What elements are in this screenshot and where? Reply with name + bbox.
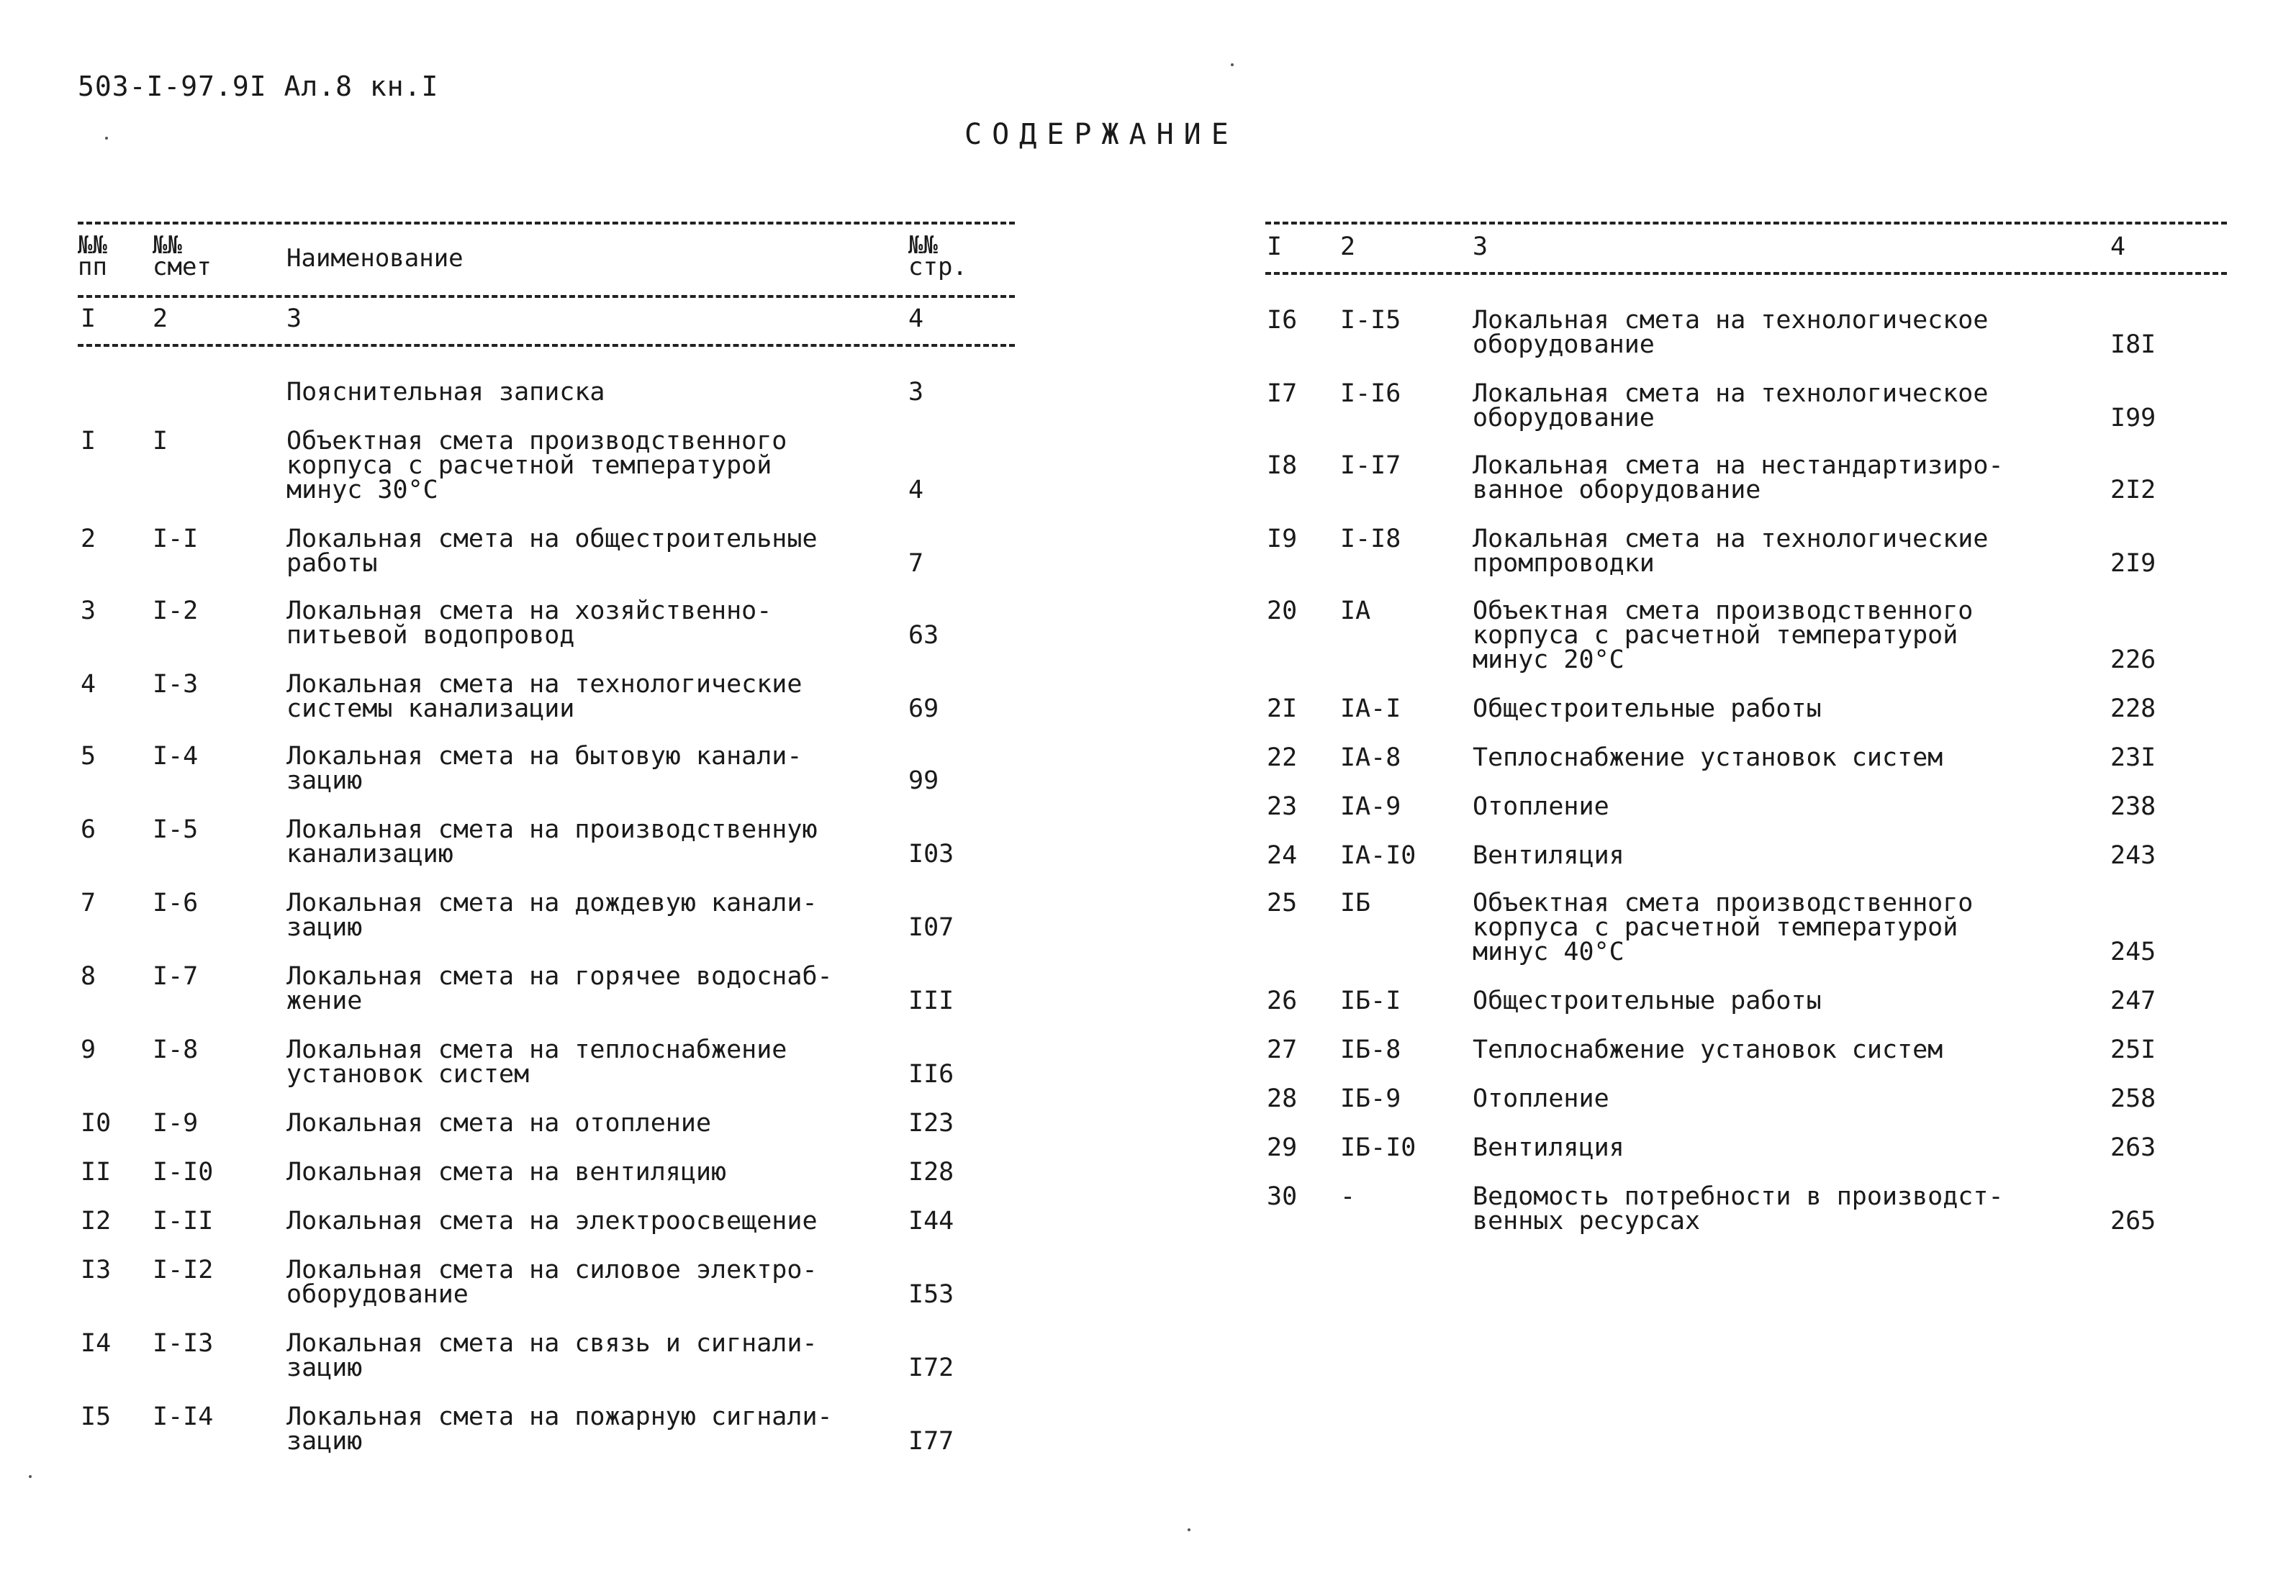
item-name-line: промпроводки	[1473, 549, 1655, 578]
item-name-line: работы	[286, 549, 378, 578]
item-name-line: Локальная смета на электроосвещение	[286, 1207, 818, 1235]
estimate-number: I-7	[153, 962, 199, 991]
item-name-line: оборудование	[1473, 330, 1655, 359]
item-name-line: Локальная смета на теплоснабжение	[286, 1035, 787, 1064]
item-number: 6	[81, 815, 96, 844]
table-rule	[1265, 222, 2227, 225]
page-number: 258	[2110, 1084, 2156, 1113]
item-name-line: зацию	[286, 1354, 363, 1382]
item-name-line: Пояснительная записка	[286, 378, 605, 407]
estimate-number: I-II	[153, 1207, 214, 1235]
page-number: I28	[908, 1158, 954, 1187]
header-col-item-no-line1: №№	[78, 231, 107, 260]
column-number-3: 3	[1473, 232, 1488, 261]
item-name-line: канализацию	[286, 840, 453, 869]
page-number: 23I	[2110, 743, 2156, 772]
item-name-line: Локальная смета на дождевую канали-	[286, 889, 818, 917]
item-name-line: Локальная смета на связь и сигнали-	[286, 1329, 818, 1358]
column-number-1: I	[81, 304, 96, 333]
item-name-line: корпуса с расчетной температурой	[1473, 913, 1958, 942]
page-number: I77	[908, 1427, 954, 1456]
estimate-number: IБ-I0	[1340, 1133, 1416, 1162]
table-rule	[78, 222, 1015, 225]
page-number: I23	[908, 1109, 954, 1138]
item-name-line: минус 40°С	[1473, 938, 1624, 966]
item-name-line: Вентиляция	[1473, 841, 1624, 870]
item-number: 28	[1267, 1084, 1298, 1113]
estimate-number: I-I6	[1340, 379, 1401, 408]
table-rule	[78, 295, 1015, 298]
item-number: I6	[1267, 306, 1298, 335]
estimate-number: I-6	[153, 889, 199, 917]
page-number: 63	[908, 621, 939, 650]
item-name-line: питьевой водопровод	[286, 621, 575, 650]
item-number: 25	[1267, 889, 1298, 917]
item-name-line: Отопление	[1473, 792, 1609, 821]
item-name-line: Локальная смета на силовое электро-	[286, 1256, 818, 1284]
item-name-line: Общестроительные работы	[1473, 694, 1822, 723]
item-number: I2	[81, 1207, 112, 1235]
item-name-line: зацию	[286, 766, 363, 795]
column-number-1: I	[1267, 232, 1283, 261]
item-name-line: Локальная смета на хозяйственно-	[286, 597, 772, 625]
item-name-line: Ведомость потребности в производст-	[1473, 1182, 2004, 1211]
estimate-number: IБ-8	[1340, 1035, 1401, 1064]
page-number: 226	[2110, 645, 2156, 674]
item-name-line: Локальная смета на технологические	[1473, 525, 1989, 553]
header-col-estimate-no-line2: смет	[153, 253, 212, 281]
estimate-number: IA-I	[1340, 694, 1401, 723]
item-name-line: оборудование	[1473, 404, 1655, 432]
estimate-number: I-3	[153, 670, 199, 699]
page-number: 238	[2110, 792, 2156, 821]
scan-speck	[29, 1475, 32, 1478]
item-number: 27	[1267, 1035, 1298, 1064]
item-name-line: Локальная смета на общестроительные	[286, 525, 818, 553]
page-number: I72	[908, 1354, 954, 1382]
header-col-name: Наименование	[286, 244, 464, 273]
estimate-number: I-I8	[1340, 525, 1401, 553]
page-title: СОДЕРЖАНИЕ	[964, 118, 1239, 151]
page-number: 2I2	[2110, 476, 2156, 504]
item-number: I0	[81, 1109, 112, 1138]
item-number: 2I	[1267, 694, 1298, 723]
page-number: 7	[908, 549, 924, 578]
page-number: 245	[2110, 938, 2156, 966]
column-number-3: 3	[286, 304, 302, 333]
estimate-number: I-I2	[153, 1256, 214, 1284]
estimate-number: I-I0	[153, 1158, 214, 1187]
estimate-number: I-I7	[1340, 451, 1401, 480]
item-name-line: Локальная смета на технологическое	[1473, 306, 1989, 335]
estimate-number: I-2	[153, 597, 199, 625]
column-number-4: 4	[2110, 232, 2126, 261]
item-name-line: жение	[286, 987, 363, 1015]
page-number: 263	[2110, 1133, 2156, 1162]
item-number: 5	[81, 742, 96, 771]
page-number: I03	[908, 840, 954, 869]
header-col-estimate-no	[153, 231, 212, 281]
estimate-number: I-I3	[153, 1329, 214, 1358]
item-number: 9	[81, 1035, 96, 1064]
item-name-line: Отопление	[1473, 1084, 1609, 1113]
estimate-number: IA-8	[1340, 743, 1401, 772]
item-name-line: Локальная смета на горячее водоснаб-	[286, 962, 833, 991]
item-name-line: Локальная смета на пожарную сигнали-	[286, 1402, 833, 1431]
item-name-line: венных ресурсах	[1473, 1207, 1701, 1235]
item-name-line: Локальная смета на нестандартизиро-	[1473, 451, 2004, 480]
item-name-line: Теплоснабжение установок систем	[1473, 743, 1943, 772]
header-col-page-line1: №№	[908, 231, 938, 260]
page-number: I99	[2110, 404, 2156, 432]
item-name-line: корпуса с расчетной температурой	[286, 451, 772, 480]
item-name-line: Локальная смета на отопление	[286, 1109, 712, 1138]
header-col-item-no-line2: пп	[78, 253, 107, 281]
item-number: I	[81, 427, 96, 455]
estimate-number: IA	[1340, 597, 1371, 625]
page-number: I44	[908, 1207, 954, 1235]
item-number: I9	[1267, 525, 1298, 553]
item-name-line: ванное оборудование	[1473, 476, 1761, 504]
column-number-4: 4	[908, 304, 924, 333]
estimate-number: I-5	[153, 815, 199, 844]
item-name-line: Локальная смета на технологические	[286, 670, 803, 699]
estimate-number: I-I5	[1340, 306, 1401, 335]
header-col-estimate-no-line1: №№	[153, 231, 182, 260]
item-name-line: Локальная смета на технологическое	[1473, 379, 1989, 408]
page-number: I8I	[2110, 330, 2156, 359]
header-col-page	[908, 231, 967, 281]
scan-speck	[1231, 63, 1234, 66]
table-rule	[78, 344, 1015, 347]
item-number: 29	[1267, 1133, 1298, 1162]
page-number: 25I	[2110, 1035, 2156, 1064]
column-number-2: 2	[1340, 232, 1356, 261]
item-number: I8	[1267, 451, 1298, 480]
item-name-line: зацию	[286, 1427, 363, 1456]
item-name-line: Вентиляция	[1473, 1133, 1624, 1162]
item-name-line: Теплоснабжение установок систем	[1473, 1035, 1943, 1064]
item-number: I3	[81, 1256, 112, 1284]
item-name-line: оборудование	[286, 1280, 469, 1309]
header-col-page-line2: стр.	[908, 253, 967, 281]
table-rule	[1265, 272, 2227, 275]
column-number-2: 2	[153, 304, 168, 333]
item-number: 26	[1267, 987, 1298, 1015]
estimate-number: I-4	[153, 742, 199, 771]
estimate-number: IБ-9	[1340, 1084, 1401, 1113]
estimate-number: I-9	[153, 1109, 199, 1138]
item-name-line: корпуса с расчетной температурой	[1473, 621, 1958, 650]
page-number: 228	[2110, 694, 2156, 723]
estimate-number: I-8	[153, 1035, 199, 1064]
item-number: I5	[81, 1402, 112, 1431]
page-number: 265	[2110, 1207, 2156, 1235]
item-number: 22	[1267, 743, 1298, 772]
estimate-number: IБ-I	[1340, 987, 1401, 1015]
scan-speck	[105, 137, 108, 140]
page-number: 69	[908, 694, 939, 723]
page-number: I53	[908, 1280, 954, 1309]
page-number: II6	[908, 1060, 954, 1089]
item-number: 2	[81, 525, 96, 553]
page-number: 4	[908, 476, 924, 504]
item-name-line: минус 30°С	[286, 476, 438, 504]
estimate-number: IБ	[1340, 889, 1371, 917]
page-number: III	[908, 987, 954, 1015]
item-name-line: минус 20°С	[1473, 645, 1624, 674]
item-number: 30	[1267, 1182, 1298, 1211]
item-number: I7	[1267, 379, 1298, 408]
scan-speck	[1188, 1528, 1190, 1531]
page-number: 3	[908, 378, 924, 407]
estimate-number: I	[153, 427, 168, 455]
item-name-line: Объектная смета производственного	[1473, 889, 1974, 917]
item-name-line: зацию	[286, 913, 363, 942]
estimate-number: I-I	[153, 525, 199, 553]
item-number: I4	[81, 1329, 112, 1358]
item-number: 23	[1267, 792, 1298, 821]
document-code: 503-I-97.9I Ал.8 кн.I	[78, 71, 439, 102]
item-number: 20	[1267, 597, 1298, 625]
estimate-number: IA-9	[1340, 792, 1401, 821]
item-name-line: Объектная смета производственного	[1473, 597, 1974, 625]
estimate-number: -	[1340, 1182, 1356, 1211]
item-number: 7	[81, 889, 96, 917]
item-name-line: системы канализации	[286, 694, 575, 723]
page-number: 2I9	[2110, 549, 2156, 578]
item-name-line: Локальная смета на производственную	[286, 815, 818, 844]
item-name-line: Объектная смета производственного	[286, 427, 787, 455]
page-number: 99	[908, 766, 939, 795]
item-number: II	[81, 1158, 112, 1187]
item-number: 24	[1267, 841, 1298, 870]
item-number: 3	[81, 597, 96, 625]
header-col-item-no	[78, 231, 107, 281]
item-name-line: Общестроительные работы	[1473, 987, 1822, 1015]
page-number: I07	[908, 913, 954, 942]
item-name-line: Локальная смета на бытовую канали-	[286, 742, 803, 771]
estimate-number: IA-I0	[1340, 841, 1416, 870]
item-number: 8	[81, 962, 96, 991]
page-number: 243	[2110, 841, 2156, 870]
page-number: 247	[2110, 987, 2156, 1015]
item-name-line: Локальная смета на вентиляцию	[286, 1158, 727, 1187]
estimate-number: I-I4	[153, 1402, 214, 1431]
item-name-line: установок систем	[286, 1060, 530, 1089]
item-number: 4	[81, 670, 96, 699]
